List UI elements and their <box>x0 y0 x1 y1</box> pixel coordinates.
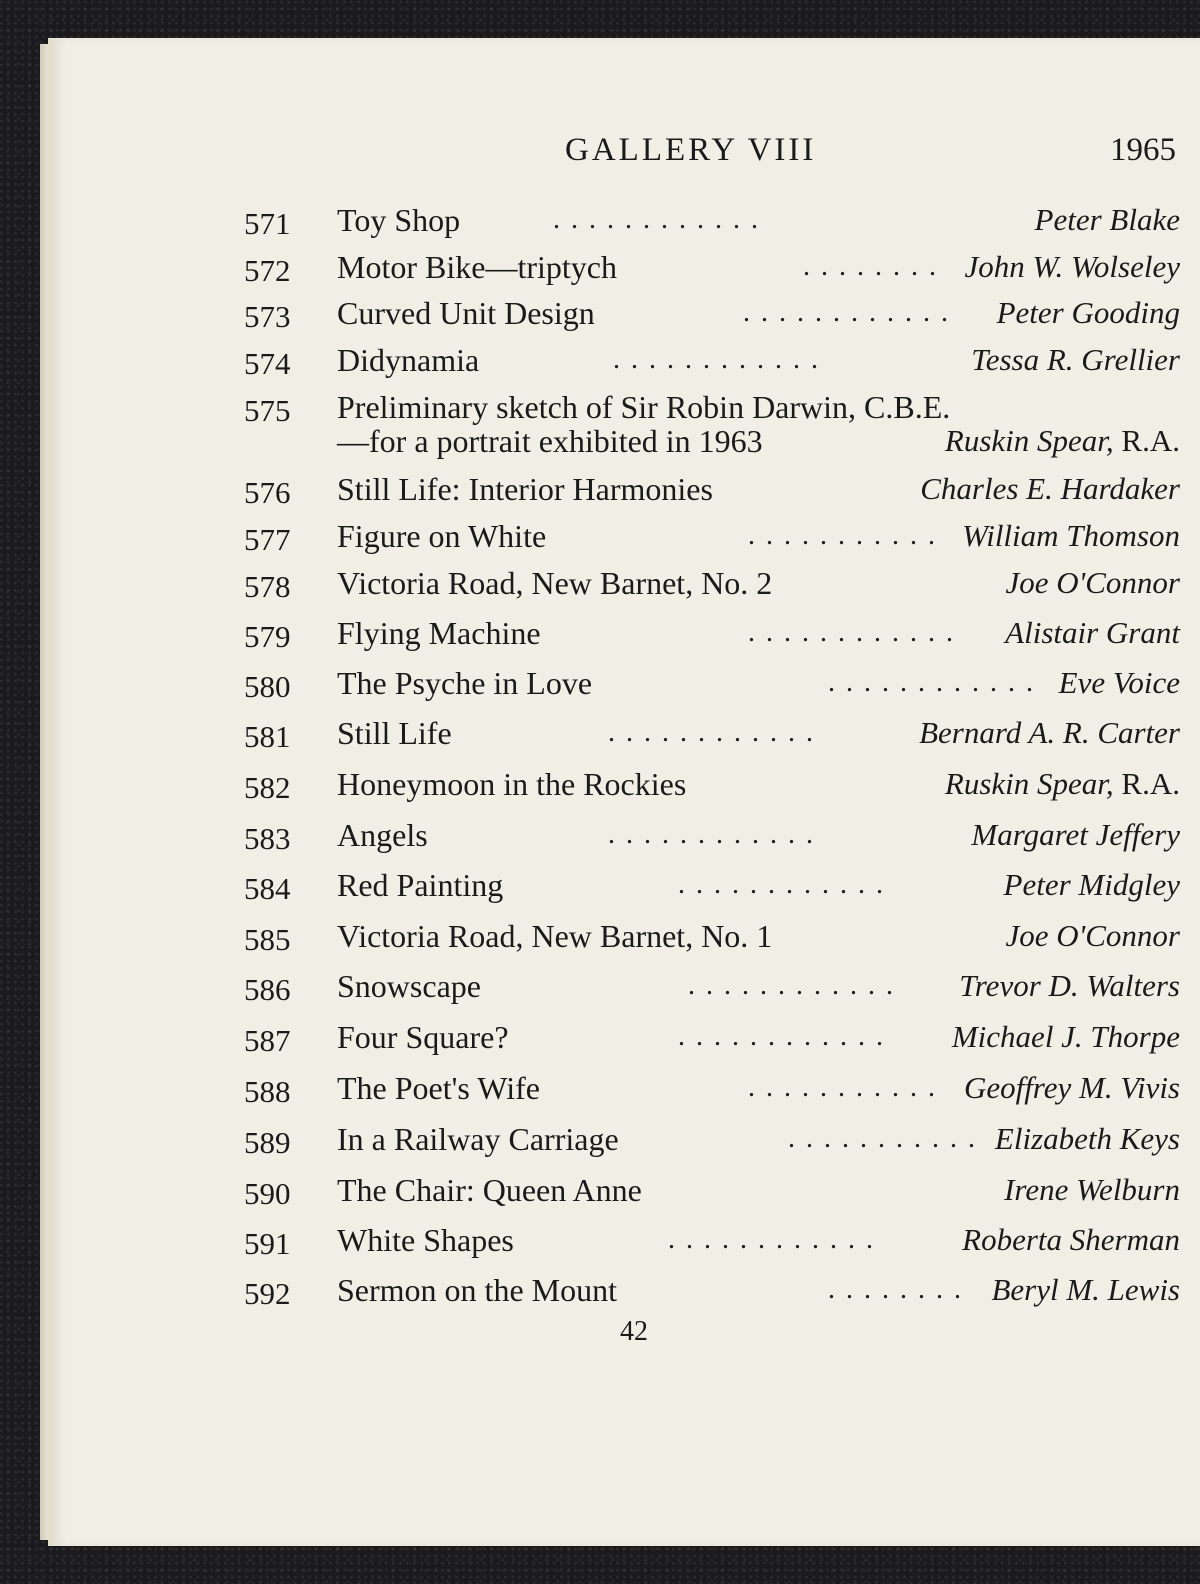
catalogue-entry <box>244 291 1180 335</box>
catalogue-entry <box>244 611 1180 655</box>
entry-artist <box>920 467 1180 511</box>
entry-number: 576 <box>244 475 291 510</box>
entry-artist <box>964 1066 1180 1110</box>
dot-leader: . . . . . . . . . . . . <box>678 869 885 900</box>
artist-name: Charles E. Hardaker <box>920 471 1180 506</box>
artist-name: Joe O'Connor <box>1005 918 1180 953</box>
entry-artist <box>971 813 1180 857</box>
artist-name: Peter Blake <box>1034 202 1180 237</box>
entry-number: 590 <box>244 1176 291 1211</box>
catalogue-entry <box>244 914 1180 958</box>
artist-honorific: R.A. <box>1121 423 1180 458</box>
entry-title: Preliminary sketch of Sir Robin Darwin, C.B.E. <box>337 389 951 425</box>
catalogue-page <box>48 38 1200 1546</box>
entry-title: Victoria Road, New Barnet, No. 1 <box>337 918 773 954</box>
dot-leader: . . . . . . . . . . . . <box>743 297 950 328</box>
dot-leader: . . . . . . . . . . . . <box>678 1021 885 1052</box>
catalogue-entry <box>244 1015 1180 1059</box>
dot-leader: . . . . . . . . . . . <box>788 1123 977 1154</box>
dot-leader: . . . . . . . . . . . . <box>553 204 760 235</box>
artist-name: Peter Midgley <box>1003 867 1180 902</box>
catalogue-entry <box>244 198 1180 242</box>
catalogue-entry <box>244 711 1180 755</box>
catalogue-entry <box>244 1218 1180 1262</box>
entry-artist <box>962 1218 1180 1262</box>
entry-number: 586 <box>244 972 291 1007</box>
page-number: 42 <box>620 1316 648 1347</box>
entry-number: 572 <box>244 253 291 288</box>
entry-artist <box>997 291 1180 335</box>
entry-title: In a Railway Carriage <box>337 1121 619 1157</box>
entry-artist <box>919 711 1180 755</box>
artist-name: Ruskin Spear, <box>944 423 1114 458</box>
entry-title: The Chair: Queen Anne <box>337 1172 642 1208</box>
entry-title: White Shapes <box>337 1222 514 1258</box>
entry-number: 591 <box>244 1226 291 1261</box>
entry-title: The Psyche in Love <box>337 665 593 701</box>
entry-artist <box>1059 661 1180 705</box>
entry-title: Still Life <box>337 715 452 751</box>
artist-name: Alistair Grant <box>1005 615 1180 650</box>
catalogue-entry <box>244 813 1180 857</box>
entry-title: Sermon on the Mount <box>337 1272 617 1308</box>
artist-name: Michael J. Thorpe <box>951 1019 1180 1054</box>
entry-title: Flying Machine <box>337 615 541 651</box>
entry-number: 573 <box>244 299 291 334</box>
catalogue-entry <box>244 338 1180 382</box>
catalogue-entry <box>244 1066 1180 1110</box>
catalogue-entry <box>244 385 1180 459</box>
entry-number: 585 <box>244 922 291 957</box>
year-label: 1965 <box>1110 132 1176 168</box>
entry-number: 578 <box>244 569 291 604</box>
dot-leader: . . . . . . . . . . . . <box>668 1224 875 1255</box>
entry-title: Motor Bike—triptych <box>337 249 617 285</box>
entry-number: 581 <box>244 719 291 754</box>
entry-title: Angels <box>337 817 428 853</box>
artist-name: Beryl M. Lewis <box>991 1272 1180 1307</box>
dot-leader: . . . . . . . . . . . <box>748 520 937 551</box>
entry-title: Figure on White <box>337 518 547 554</box>
entry-number: 571 <box>244 206 291 241</box>
entry-title: Didynamia <box>337 342 480 378</box>
entry-number: 577 <box>244 522 291 557</box>
entry-artist <box>1035 198 1180 242</box>
entry-artist <box>945 762 1180 806</box>
entry-title: Still Life: Interior Harmonies <box>337 471 713 507</box>
catalogue-entry <box>244 561 1180 605</box>
entry-number: 580 <box>244 669 291 704</box>
entry-subtitle: —for a portrait exhibited in 1963 <box>337 423 763 459</box>
artist-name: Peter Gooding <box>996 295 1180 330</box>
artist-name: William Thomson <box>962 518 1180 553</box>
entry-number: 583 <box>244 821 291 856</box>
entry-artist <box>1004 863 1180 907</box>
entry-artist <box>959 964 1180 1008</box>
catalogue-entry <box>244 1268 1180 1312</box>
entry-title: Red Painting <box>337 867 504 903</box>
entry-title: Toy Shop <box>337 202 461 238</box>
entry-artist <box>991 1268 1180 1312</box>
catalogue-entry <box>244 1117 1180 1161</box>
gallery-title: GALLERY VIII <box>565 132 817 168</box>
entry-title: Victoria Road, New Barnet, No. 2 <box>337 565 773 601</box>
entry-number: 589 <box>244 1125 291 1160</box>
entry-title: Honeymoon in the Rockies <box>337 766 687 802</box>
dot-leader: . . . . . . . . . . . . <box>608 717 815 748</box>
entry-artist <box>1005 561 1180 605</box>
artist-name: Tessa R. Grellier <box>971 342 1180 377</box>
catalogue-entry <box>244 863 1180 907</box>
dot-leader: . . . . . . . . . . . . <box>608 819 815 850</box>
entry-number: 582 <box>244 770 291 805</box>
entry-artist <box>995 1117 1180 1161</box>
entry-title: Curved Unit Design <box>337 295 595 331</box>
artist-name: Trevor D. Walters <box>959 968 1180 1003</box>
catalogue-entry <box>244 514 1180 558</box>
artist-name: Eve Voice <box>1058 665 1180 700</box>
page-header <box>48 132 1200 172</box>
catalogue-entry <box>244 1168 1180 1212</box>
dot-leader: . . . . . . . . . . . . <box>748 617 955 648</box>
artist-name: Elizabeth Keys <box>994 1121 1180 1156</box>
artist-name: Joe O'Connor <box>1005 565 1180 600</box>
artist-name: Ruskin Spear, <box>944 766 1114 801</box>
entry-title: The Poet's Wife <box>337 1070 540 1106</box>
dot-leader: . . . . . . . . . . . . <box>613 344 820 375</box>
entry-number: 579 <box>244 619 291 654</box>
entry-title: Snowscape <box>337 968 481 1004</box>
catalogue-entry <box>244 762 1180 806</box>
entry-number: 575 <box>244 393 291 428</box>
entry-artist <box>1005 914 1180 958</box>
artist-name: Irene Welburn <box>1004 1172 1180 1207</box>
entry-artist <box>971 338 1180 382</box>
dot-leader: . . . . . . . . <box>803 251 938 282</box>
catalogue-entry <box>244 964 1180 1008</box>
entry-artist <box>1005 611 1180 655</box>
entry-artist <box>964 245 1180 289</box>
catalogue-entry <box>244 245 1180 289</box>
artist-name: Geoffrey M. Vivis <box>963 1070 1180 1105</box>
entry-artist <box>945 419 1180 463</box>
entry-artist <box>952 1015 1180 1059</box>
catalogue-entry <box>244 467 1180 511</box>
entry-number: 587 <box>244 1023 291 1058</box>
catalogue-entry <box>244 661 1180 705</box>
dot-leader: . . . . . . . . . . . <box>748 1072 937 1103</box>
entry-number: 588 <box>244 1074 291 1109</box>
artist-name: Margaret Jeffery <box>971 817 1180 852</box>
dot-leader: . . . . . . . . <box>828 1274 963 1305</box>
artist-name: Bernard A. R. Carter <box>919 715 1180 750</box>
artist-honorific: R.A. <box>1121 766 1180 801</box>
entry-title: Four Square? <box>337 1019 509 1055</box>
entry-number: 574 <box>244 346 291 381</box>
entry-number: 584 <box>244 871 291 906</box>
entry-artist <box>1004 1168 1180 1212</box>
dot-leader: . . . . . . . . . . . . <box>828 667 1035 698</box>
entry-number: 592 <box>244 1276 291 1311</box>
artist-name: Roberta Sherman <box>962 1222 1180 1257</box>
dot-leader: . . . . . . . . . . . . <box>688 970 895 1001</box>
entry-artist <box>962 514 1180 558</box>
artist-name: John W. Wolseley <box>964 249 1180 284</box>
